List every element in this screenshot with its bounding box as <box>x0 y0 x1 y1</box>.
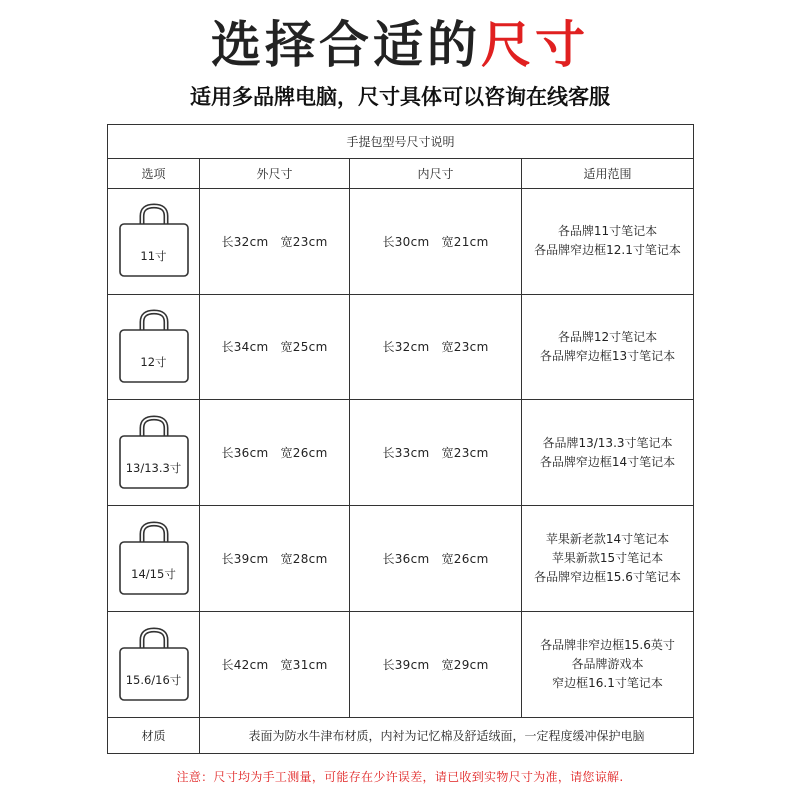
material-row <box>108 718 694 754</box>
column-header-outer-size: 外尺寸 <box>200 158 350 188</box>
bag-icon <box>116 308 192 386</box>
option-cell <box>108 188 200 294</box>
page-subtitle: 适用多品牌电脑，尺寸具体可以咨询在线客服 <box>190 85 610 109</box>
outer-size-cell: 长42cm 宽31cm <box>200 612 350 718</box>
table-row <box>108 506 694 612</box>
table-row <box>108 188 694 294</box>
bag-icon <box>116 414 192 492</box>
bag-icon <box>116 626 192 704</box>
usage-cell: 各品牌非窄边框15.6英寸 各品牌游戏本 窄边框16.1寸笔记本 <box>522 612 694 718</box>
column-header-inner-size: 内尺寸 <box>350 158 522 188</box>
table-row <box>108 400 694 506</box>
outer-size-cell: 长36cm 宽26cm <box>200 400 350 506</box>
usage-cell: 各品牌13/13.3寸笔记本 各品牌窄边框14寸笔记本 <box>522 400 694 506</box>
footer-note: 注意：尺寸均为手工测量，可能存在少许误差，请已收到实物尺寸为准，请您谅解. <box>176 770 624 784</box>
option-cell <box>108 294 200 400</box>
table-row <box>108 612 694 718</box>
usage-cell: 苹果新老款14寸笔记本 苹果新款15寸笔记本 各品牌窄边框15.6寸笔记本 <box>522 506 694 612</box>
material-text: 表面为防水牛津布材质，内衬为记忆棉及舒适绒面，一定程度缓冲保护电脑 <box>200 718 694 754</box>
outer-size-cell: 长39cm 宽28cm <box>200 506 350 612</box>
inner-size-cell: 长36cm 宽26cm <box>350 506 522 612</box>
inner-size-cell: 长33cm 宽23cm <box>350 400 522 506</box>
material-label: 材质 <box>108 718 200 754</box>
table-caption: 手提包型号尺寸说明 <box>108 125 694 159</box>
title-highlight: 尺寸 <box>481 16 589 74</box>
inner-size-cell: 长39cm 宽29cm <box>350 612 522 718</box>
option-cell <box>108 400 200 506</box>
column-header-option: 选项 <box>108 158 200 188</box>
option-label: 12寸 <box>140 354 167 369</box>
option-label: 15.6/16寸 <box>125 672 182 687</box>
inner-size-cell: 长30cm 宽21cm <box>350 188 522 294</box>
usage-cell: 各品牌12寸笔记本 各品牌窄边框13寸笔记本 <box>522 294 694 400</box>
size-table <box>107 124 694 754</box>
title-main: 选择合适的 <box>211 16 481 74</box>
column-header-usage: 适用范围 <box>522 158 694 188</box>
bag-icon <box>116 520 192 598</box>
bag-icon <box>116 202 192 280</box>
inner-size-cell: 长32cm 宽23cm <box>350 294 522 400</box>
option-label: 14/15寸 <box>131 566 176 581</box>
outer-size-cell: 长34cm 宽25cm <box>200 294 350 400</box>
option-label: 13/13.3寸 <box>125 460 182 475</box>
option-label: 11寸 <box>140 249 167 264</box>
option-cell <box>108 506 200 612</box>
outer-size-cell: 长32cm 宽23cm <box>200 188 350 294</box>
option-cell <box>108 612 200 718</box>
usage-cell: 各品牌11寸笔记本 各品牌窄边框12.1寸笔记本 <box>522 188 694 294</box>
page-title <box>0 10 800 80</box>
table-row <box>108 294 694 400</box>
